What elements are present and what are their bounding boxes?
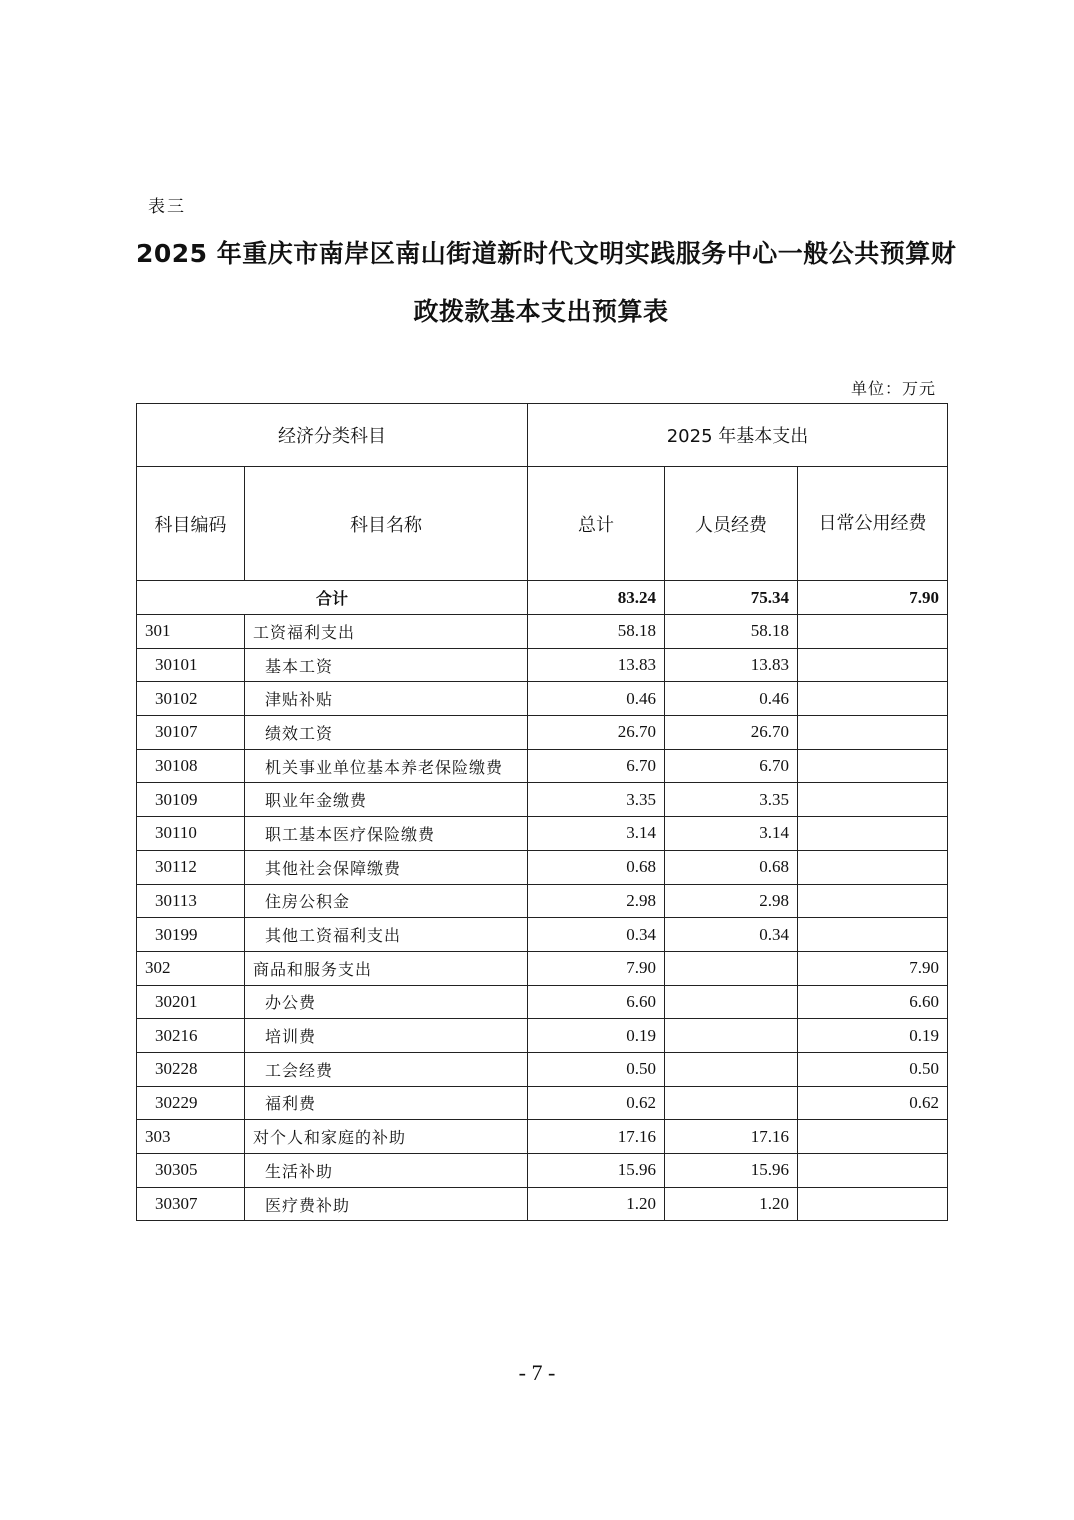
row-total: 6.70 (528, 749, 665, 783)
table-row (137, 682, 948, 716)
row-personnel: 58.18 (665, 615, 798, 649)
row-name: 津贴补贴 (245, 682, 528, 716)
row-daily-public (798, 749, 948, 783)
row-daily-public: 6.60 (798, 985, 948, 1019)
row-personnel: 26.70 (665, 716, 798, 750)
table-row (137, 1154, 948, 1188)
table-row (137, 817, 948, 851)
total-row (137, 581, 948, 615)
row-code: 302 (137, 951, 245, 985)
row-personnel: 3.14 (665, 817, 798, 851)
row-daily-public (798, 1187, 948, 1221)
row-name: 机关事业单位基本养老保险缴费 (245, 749, 528, 783)
row-daily-public (798, 1120, 948, 1154)
budget-table (136, 403, 948, 1221)
row-name: 对个人和家庭的补助 (245, 1120, 528, 1154)
table-label: 表三 (148, 197, 186, 217)
table-row (137, 1120, 948, 1154)
row-total: 26.70 (528, 716, 665, 750)
total-daily-public: 7.90 (798, 581, 948, 615)
row-name: 商品和服务支出 (245, 951, 528, 985)
table-row (137, 749, 948, 783)
row-total: 3.14 (528, 817, 665, 851)
row-personnel: 3.35 (665, 783, 798, 817)
row-code: 30199 (137, 918, 245, 952)
row-personnel: 2.98 (665, 884, 798, 918)
row-personnel (665, 985, 798, 1019)
row-personnel (665, 1086, 798, 1120)
row-total: 17.16 (528, 1120, 665, 1154)
row-total: 7.90 (528, 951, 665, 985)
row-code: 301 (137, 615, 245, 649)
row-name: 其他工资福利支出 (245, 918, 528, 952)
row-total: 3.35 (528, 783, 665, 817)
table-row (137, 884, 948, 918)
row-code: 30107 (137, 716, 245, 750)
row-total: 6.60 (528, 985, 665, 1019)
row-personnel: 6.70 (665, 749, 798, 783)
table-row (137, 1019, 948, 1053)
row-personnel: 17.16 (665, 1120, 798, 1154)
row-name: 医疗费补助 (245, 1187, 528, 1221)
row-name: 住房公积金 (245, 884, 528, 918)
row-code: 30201 (137, 985, 245, 1019)
row-total: 0.46 (528, 682, 665, 716)
row-personnel (665, 1052, 798, 1086)
header-name: 科目名称 (245, 467, 528, 581)
row-personnel: 13.83 (665, 648, 798, 682)
row-code: 303 (137, 1120, 245, 1154)
row-code: 30109 (137, 783, 245, 817)
header-daily-public-label: 日常公用经费 (818, 512, 927, 534)
row-code: 30102 (137, 682, 245, 716)
row-daily-public (798, 850, 948, 884)
table-row (137, 951, 948, 985)
row-daily-public (798, 615, 948, 649)
row-name: 工会经费 (245, 1052, 528, 1086)
row-code: 30101 (137, 648, 245, 682)
row-personnel: 15.96 (665, 1154, 798, 1188)
header-daily-public (798, 467, 948, 581)
row-daily-public (798, 817, 948, 851)
total-total: 83.24 (528, 581, 665, 615)
row-name: 绩效工资 (245, 716, 528, 750)
row-personnel: 1.20 (665, 1187, 798, 1221)
row-daily-public (798, 648, 948, 682)
row-personnel (665, 1019, 798, 1053)
table-row (137, 1187, 948, 1221)
row-name: 基本工资 (245, 648, 528, 682)
header-personnel: 人员经费 (665, 467, 798, 581)
row-daily-public (798, 716, 948, 750)
table-row (137, 985, 948, 1019)
unit-label: 单位：万元 (850, 379, 936, 398)
row-code: 30307 (137, 1187, 245, 1221)
header-basic-expense: 2025 年基本支出 (528, 404, 948, 467)
row-daily-public (798, 682, 948, 716)
row-total: 15.96 (528, 1154, 665, 1188)
page-title-line2: 政拨款基本支出预算表 (413, 297, 669, 326)
table-row (137, 615, 948, 649)
row-name: 办公费 (245, 985, 528, 1019)
row-name: 福利费 (245, 1086, 528, 1120)
total-personnel: 75.34 (665, 581, 798, 615)
row-code: 30113 (137, 884, 245, 918)
header-econ-category: 经济分类科目 (137, 404, 528, 467)
page-title-line1: 2025 年重庆市南岸区南山街道新时代文明实践服务中心一般公共预算财 (136, 239, 957, 268)
row-daily-public (798, 1154, 948, 1188)
row-personnel (665, 951, 798, 985)
header-total: 总计 (528, 467, 665, 581)
row-total: 0.62 (528, 1086, 665, 1120)
row-total: 0.34 (528, 918, 665, 952)
row-name: 培训费 (245, 1019, 528, 1053)
row-personnel: 0.34 (665, 918, 798, 952)
row-code: 30229 (137, 1086, 245, 1120)
row-daily-public: 7.90 (798, 951, 948, 985)
row-code: 30110 (137, 817, 245, 851)
row-total: 13.83 (528, 648, 665, 682)
row-total: 2.98 (528, 884, 665, 918)
total-label: 合计 (137, 581, 528, 615)
row-personnel: 0.68 (665, 850, 798, 884)
row-name: 职工基本医疗保险缴费 (245, 817, 528, 851)
header-row-2 (137, 467, 948, 581)
row-daily-public (798, 884, 948, 918)
row-name: 生活补助 (245, 1154, 528, 1188)
row-code: 30108 (137, 749, 245, 783)
row-total: 58.18 (528, 615, 665, 649)
row-total: 0.19 (528, 1019, 665, 1053)
header-row-1 (137, 404, 948, 467)
row-code: 30228 (137, 1052, 245, 1086)
row-total: 0.50 (528, 1052, 665, 1086)
table-row (137, 783, 948, 817)
row-name: 其他社会保障缴费 (245, 850, 528, 884)
row-daily-public: 0.19 (798, 1019, 948, 1053)
row-total: 1.20 (528, 1187, 665, 1221)
row-daily-public (798, 918, 948, 952)
row-daily-public: 0.62 (798, 1086, 948, 1120)
row-code: 30216 (137, 1019, 245, 1053)
table-row (137, 648, 948, 682)
table-row (137, 918, 948, 952)
row-daily-public: 0.50 (798, 1052, 948, 1086)
table-row (137, 1052, 948, 1086)
page-number: - 7 - (518, 1360, 556, 1385)
row-code: 30112 (137, 850, 245, 884)
row-total: 0.68 (528, 850, 665, 884)
table-row (137, 850, 948, 884)
row-name: 职业年金缴费 (245, 783, 528, 817)
row-personnel: 0.46 (665, 682, 798, 716)
table-row (137, 1086, 948, 1120)
header-code: 科目编码 (137, 467, 245, 581)
row-daily-public (798, 783, 948, 817)
row-code: 30305 (137, 1154, 245, 1188)
table-row (137, 716, 948, 750)
row-name: 工资福利支出 (245, 615, 528, 649)
